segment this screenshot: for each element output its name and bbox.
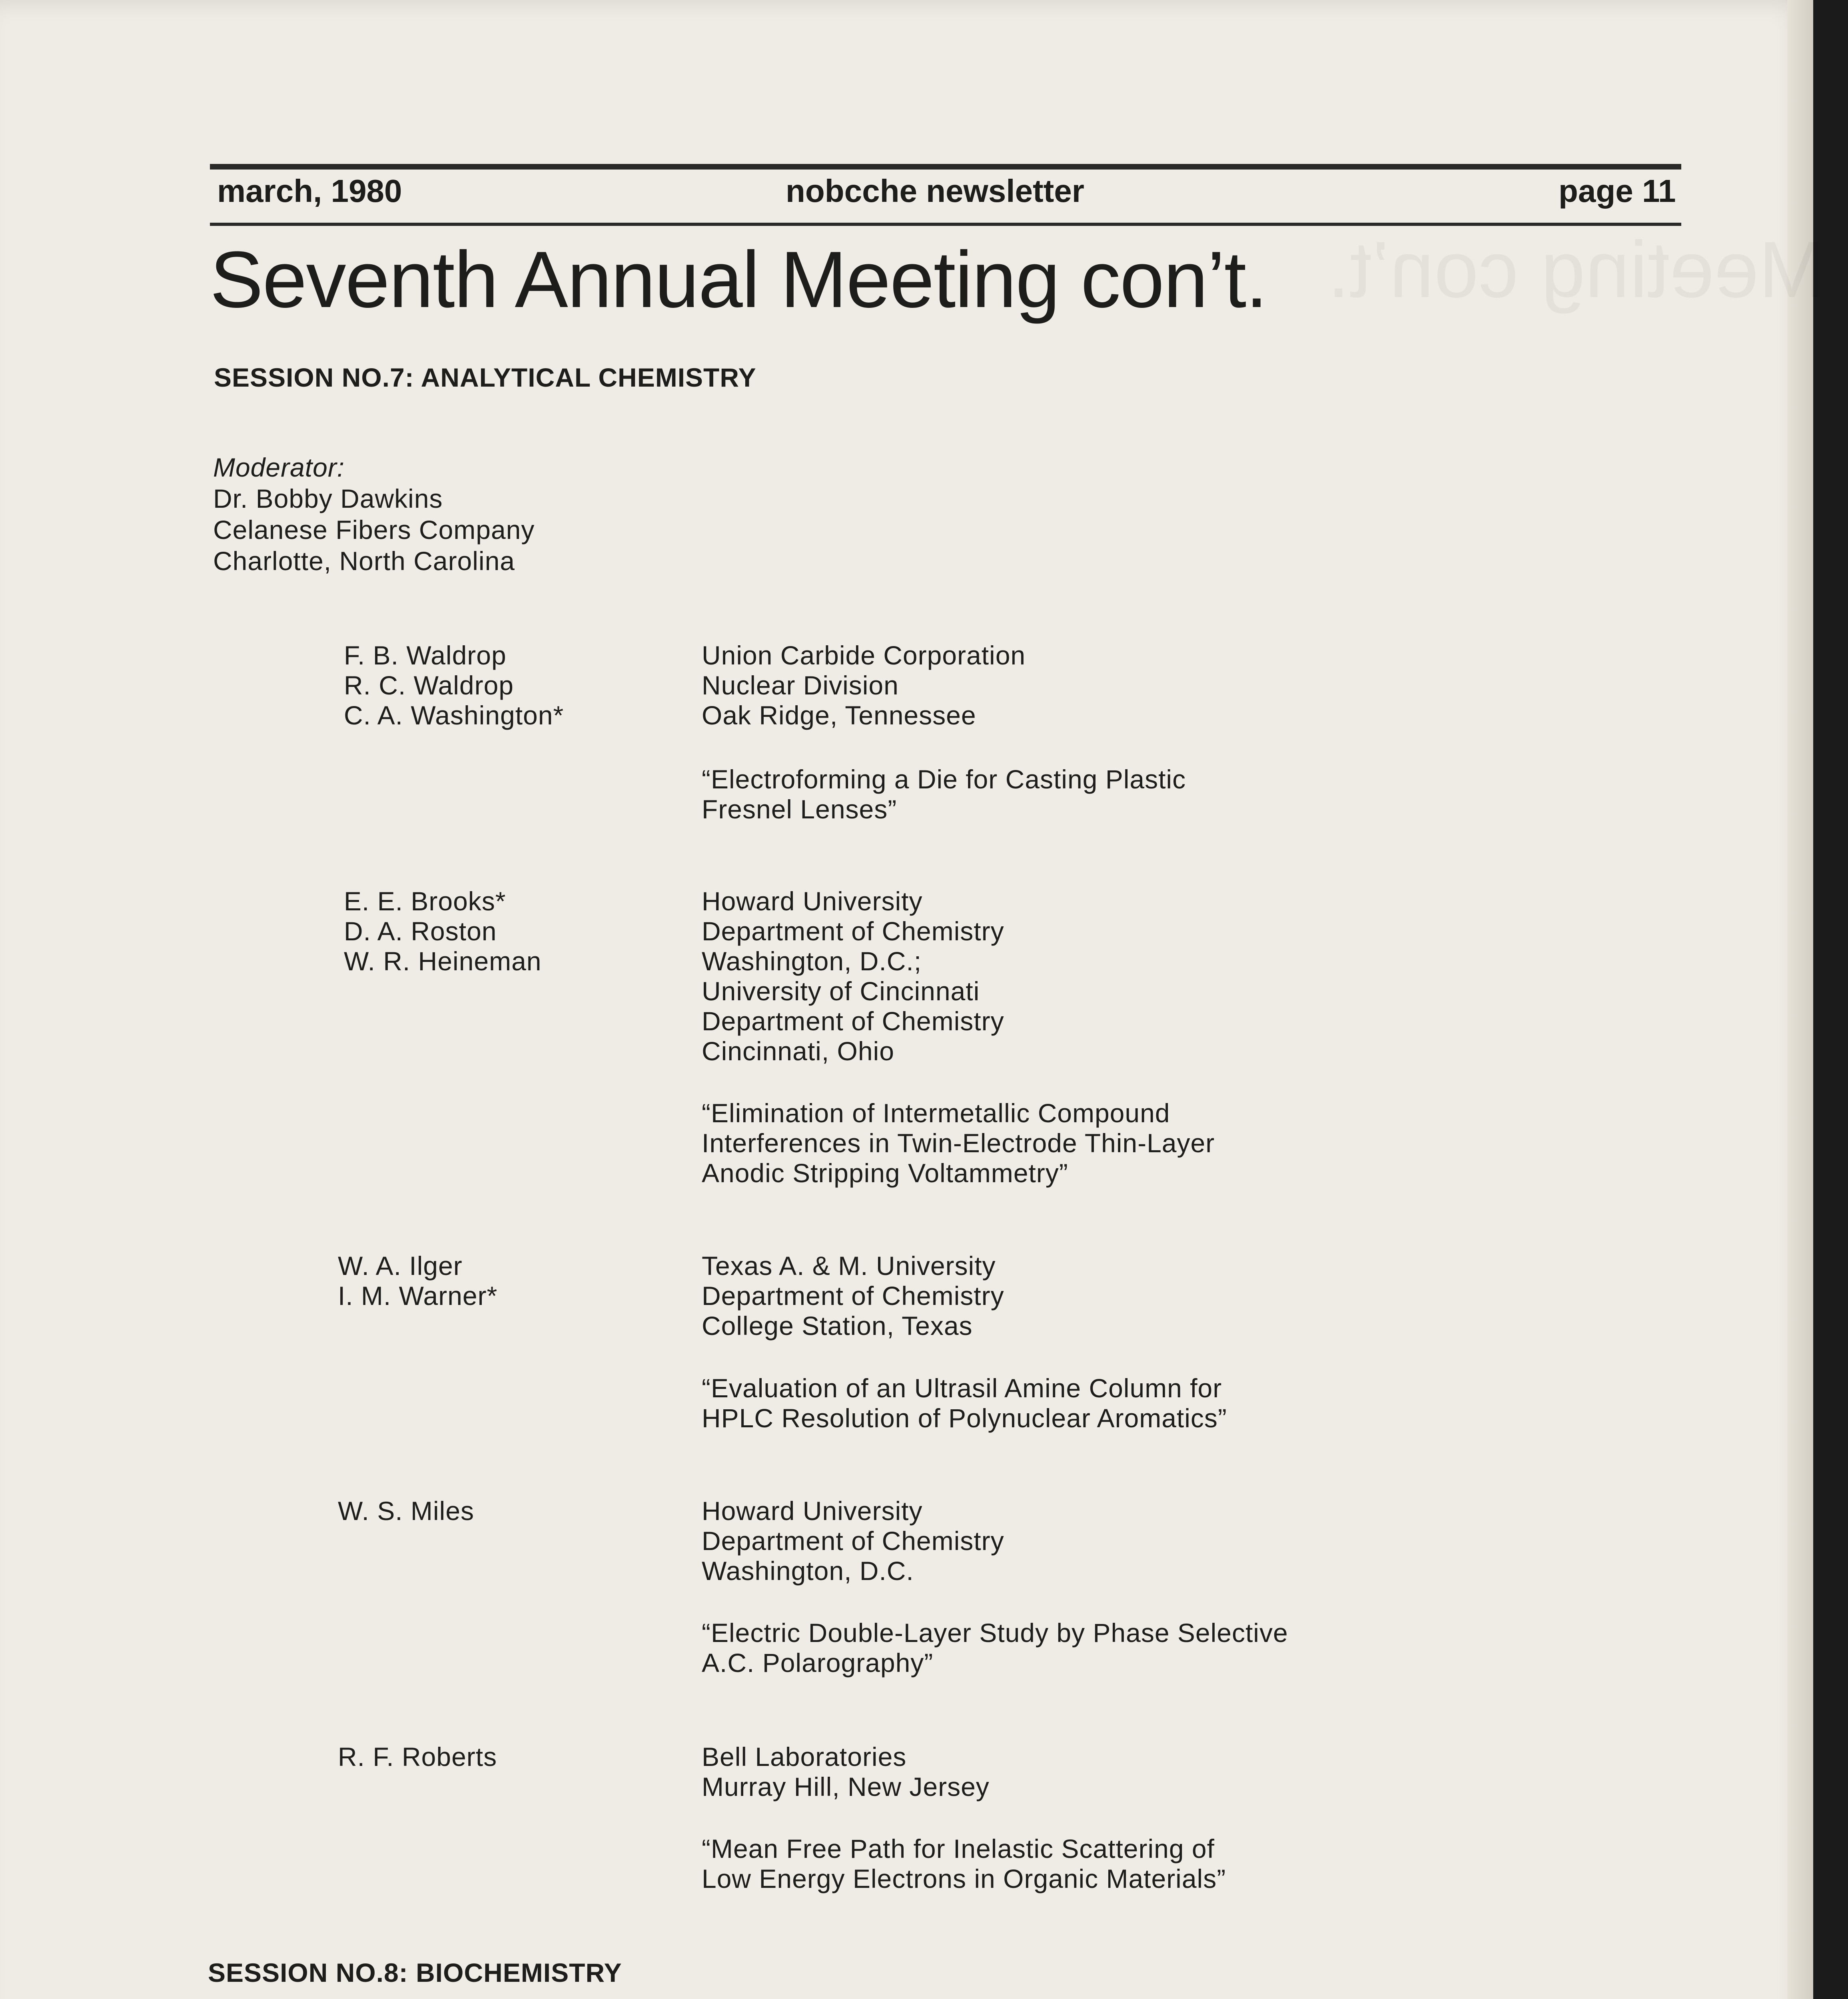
author-name: R. F. Roberts (338, 1742, 497, 1772)
paper-title-line: Low Energy Electrons in Organic Materials” (702, 1864, 1226, 1893)
affiliation-line: Department of Chemistry (702, 1281, 1004, 1311)
affiliation-line: Department of Chemistry (702, 1006, 1004, 1036)
affiliation-line: College Station, Texas (702, 1311, 973, 1341)
affiliation-line: University of Cincinnati (702, 976, 980, 1006)
affiliation-line: Oak Ridge, Tennessee (702, 700, 976, 730)
paper-title-line: “Electric Double-Layer Study by Phase Selective (702, 1618, 1288, 1648)
affiliation-line: Washington, D.C.; (702, 946, 922, 976)
affiliation-line: Howard University (702, 1496, 923, 1526)
paper-title-line: HPLC Resolution of Polynuclear Aromatics” (702, 1403, 1227, 1433)
author-name: I. M. Warner* (338, 1281, 498, 1311)
affiliation-line: Cincinnati, Ohio (702, 1036, 894, 1066)
author-name: C. A. Washington* (344, 700, 564, 730)
affiliation-line: Nuclear Division (702, 670, 899, 700)
session-7-moderator-name: Dr. Bobby Dawkins (213, 484, 443, 513)
affiliation-line: Department of Chemistry (702, 916, 1004, 946)
header-rule-top (210, 164, 1681, 170)
author-name: W. A. Ilger (338, 1251, 463, 1281)
paper-title-line: “Evaluation of an Ultrasil Amine Column for (702, 1373, 1222, 1403)
author-name: R. C. Waldrop (344, 670, 514, 700)
paper-title-line: A.C. Polarography” (702, 1648, 934, 1678)
bleed-through-text (1327, 224, 1848, 316)
session-7-moderator-org: Celanese Fibers Company (213, 515, 535, 545)
paper-title-line: “Electroforming a Die for Casting Plastic (702, 764, 1186, 794)
affiliation-line: Union Carbide Corporation (702, 640, 1026, 670)
author-name: W. S. Miles (338, 1496, 475, 1526)
affiliation-line: Texas A. & M. University (702, 1251, 996, 1281)
paper-title-line: Interferences in Twin-Electrode Thin-Layer (702, 1128, 1215, 1158)
affiliation-line: Bell Laboratories (702, 1742, 907, 1772)
affiliation-line: Department of Chemistry (702, 1526, 1004, 1556)
header-page-number: page 11 (1559, 173, 1676, 209)
page-title: Seventh Annual Meeting con’t. (210, 235, 1267, 324)
paper-title-line: “Elimination of Intermetallic Compound (702, 1098, 1170, 1128)
affiliation-line: Murray Hill, New Jersey (702, 1772, 990, 1801)
author-name: D. A. Roston (344, 916, 497, 946)
session-8-heading: SESSION NO.8: BIOCHEMISTRY (208, 1958, 622, 1987)
header-date: march, 1980 (217, 173, 402, 209)
paper-title-line: “Mean Free Path for Inelastic Scattering of (702, 1834, 1215, 1863)
session-7-heading: SESSION NO.7: ANALYTICAL CHEMISTRY (214, 363, 756, 392)
header-rule-bottom (210, 223, 1681, 226)
session-7-moderator-location: Charlotte, North Carolina (213, 546, 515, 576)
author-name: W. R. Heineman (344, 946, 542, 976)
session-7-moderator-label: Moderator: (213, 453, 345, 482)
affiliation-line: Howard University (702, 886, 923, 916)
author-name: E. E. Brooks* (344, 886, 506, 916)
header-publication: nobcche newsletter (786, 173, 1084, 209)
paper-title-line: Fresnel Lenses” (702, 794, 897, 824)
author-name: F. B. Waldrop (344, 640, 507, 670)
paper-title-line: Anodic Stripping Voltammetry” (702, 1158, 1068, 1188)
affiliation-line: Washington, D.C. (702, 1556, 914, 1586)
